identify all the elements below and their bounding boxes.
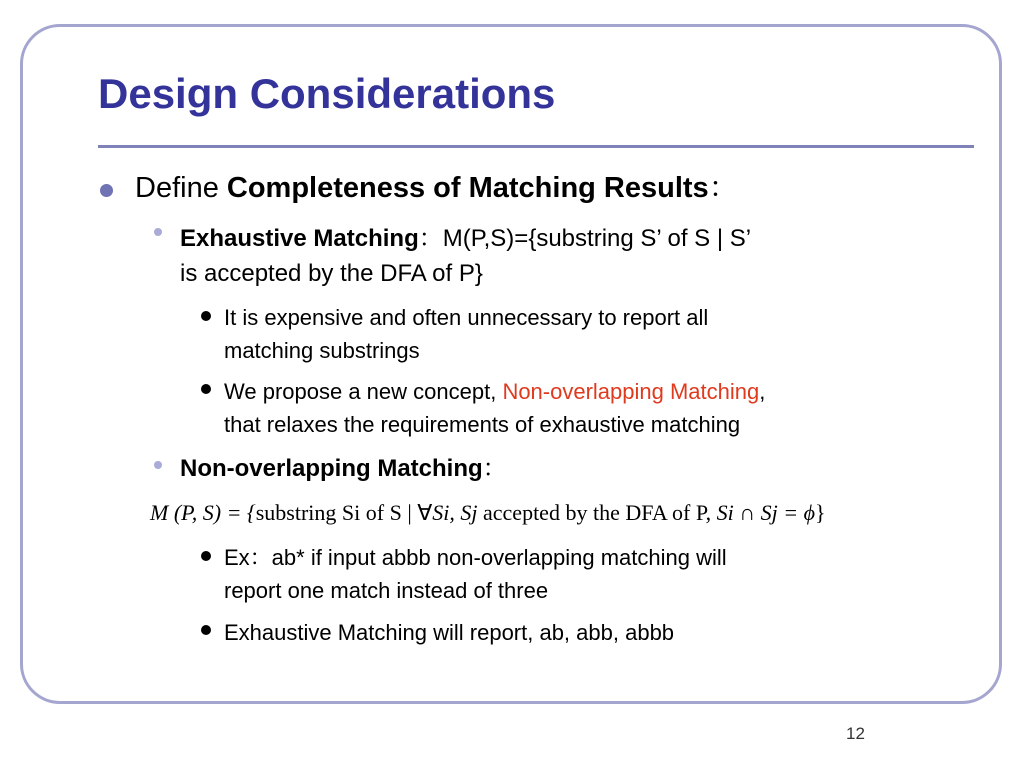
page-number: 12	[846, 724, 865, 743]
level3-bullet-icon	[201, 551, 211, 561]
level1-bullet-icon	[100, 184, 113, 197]
non-overlapping-highlight: Non-overlapping Matching	[502, 379, 760, 404]
formula-text1: substring Si of S | ∀	[255, 500, 433, 525]
formula-vars1: Si, Sj	[432, 500, 478, 525]
slide-title: Design Considerations	[98, 70, 556, 117]
bullet-exhaustive-matching	[180, 224, 751, 254]
bullet-define-completeness	[135, 170, 738, 206]
expensive-note-line1: It is expensive and often unnecessary to report all	[224, 305, 709, 330]
non-overlapping-formula	[150, 498, 826, 528]
non-overlapping-term: Non-overlapping Matching	[180, 455, 483, 482]
title-divider	[98, 145, 974, 148]
propose-concept-line2: that relaxes the requirements of exhaustive matching	[224, 412, 741, 437]
exhaustive-colon: ：	[418, 225, 443, 252]
propose-prefix: We propose a new concept,	[224, 379, 503, 404]
level3-bullet-icon	[201, 311, 211, 321]
bullet-non-overlapping-matching	[180, 454, 507, 484]
define-colon: ：	[708, 172, 738, 204]
expensive-note-line2: matching substrings	[224, 338, 420, 363]
exhaustive-definition-line2: is accepted by the DFA of P}	[180, 260, 483, 287]
example-line1: Ex：ab* if input abbb non-overlapping matching will	[224, 545, 727, 570]
example-line2: report one match instead of three	[224, 578, 549, 603]
exhaustive-term: Exhaustive Matching	[180, 225, 419, 252]
formula-vars2: Si ∩ Sj = ϕ	[716, 500, 815, 525]
level3-bullet-icon	[201, 384, 211, 394]
formula-lhs: M (P, S) = {	[150, 500, 256, 525]
level2-bullet-icon	[154, 461, 162, 469]
completeness-term: Completeness of Matching Results	[226, 172, 709, 204]
formula-text2: accepted by the DFA of P,	[477, 500, 717, 525]
propose-comma: ,	[759, 379, 766, 404]
formula-close: }	[814, 500, 826, 525]
level2-bullet-icon	[154, 228, 162, 236]
define-prefix: Define	[135, 172, 227, 204]
level3-bullet-icon	[201, 625, 211, 635]
exhaustive-definition-line1: M(P,S)={substring S’ of S | S’	[442, 225, 752, 252]
propose-concept-line1	[224, 377, 765, 407]
non-overlapping-colon: ：	[482, 455, 507, 482]
exhaustive-report-line: Exhaustive Matching will report, ab, abb, abbb	[224, 620, 675, 645]
